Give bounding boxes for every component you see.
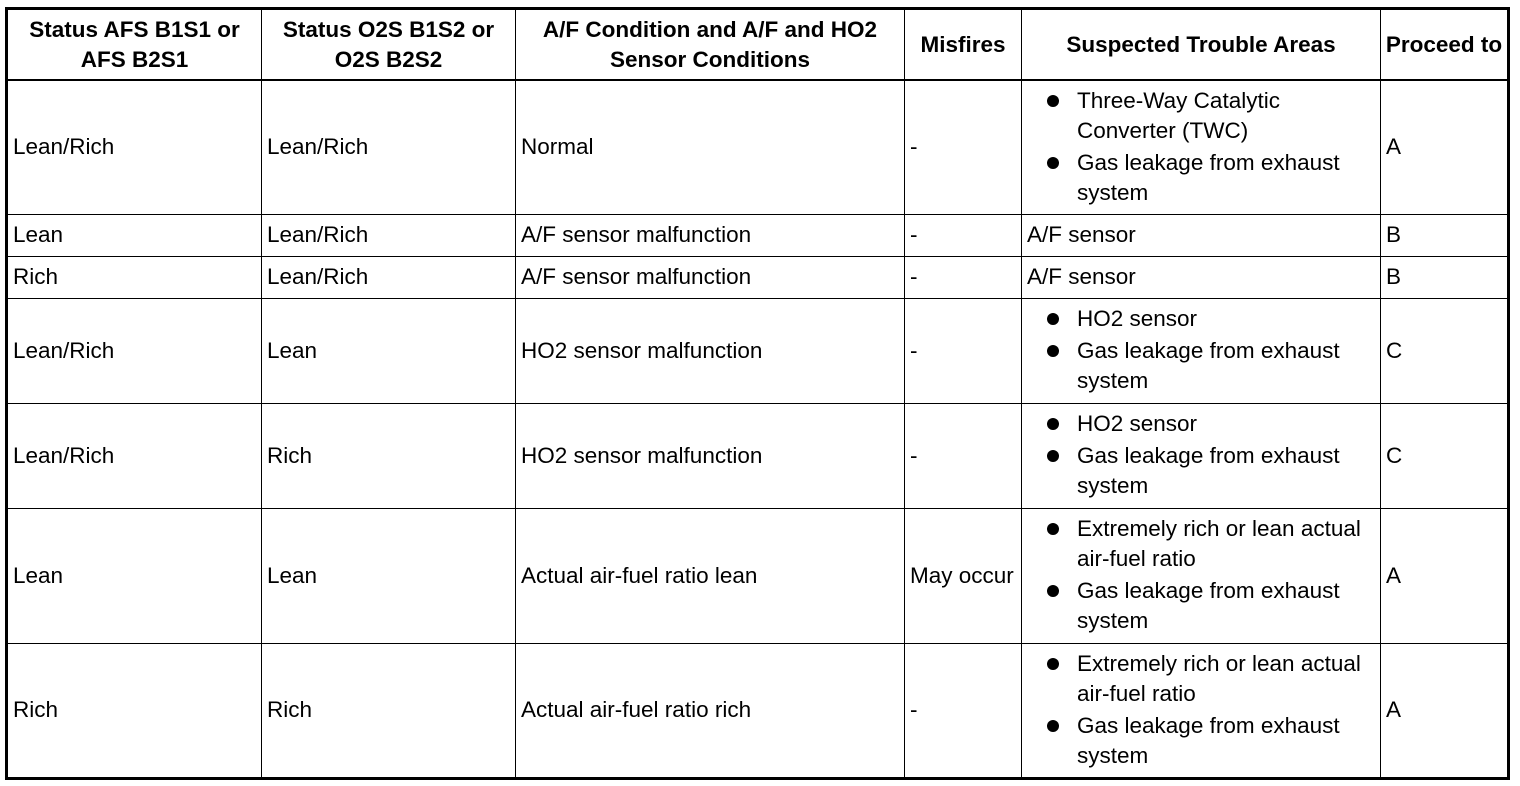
bullet-icon [1047, 658, 1059, 670]
trouble-area-text: HO2 sensor [1077, 306, 1198, 331]
bullet-icon [1047, 345, 1059, 357]
trouble-area-text: Gas leakage from exhaust system [1077, 149, 1340, 205]
header-proceed-to: Proceed to [1381, 9, 1509, 81]
trouble-area-text: Gas leakage from exhaust system [1077, 712, 1340, 768]
afs-status-cell: Lean/Rich [7, 403, 262, 508]
trouble-areas-list [1027, 409, 1375, 501]
trouble-area-text: Extremely rich or lean actual air-fuel ratio [1077, 516, 1361, 571]
trouble-area-text: Three-Way Catalytic Converter (TWC) [1077, 87, 1280, 143]
table-row [7, 643, 1509, 778]
afs-status-cell: Rich [7, 256, 262, 298]
header-af-condition: A/F Condition and A/F and HO2 Sensor Conditions [516, 9, 905, 81]
bullet-icon [1047, 523, 1059, 535]
trouble-areas-list [1027, 86, 1375, 208]
table-row [7, 298, 1509, 403]
trouble-area-text: HO2 sensor [1077, 411, 1198, 436]
table-row [7, 214, 1509, 256]
bullet-icon [1047, 418, 1059, 430]
afs-status-cell: Lean [7, 214, 262, 256]
trouble-areas-cell [1022, 298, 1381, 403]
diagnostic-table-container [5, 7, 1510, 780]
o2s-status-cell: Lean/Rich [262, 256, 516, 298]
trouble-areas-cell: A/F sensor [1022, 214, 1381, 256]
proceed-to-cell: A [1381, 508, 1509, 643]
table-row [7, 80, 1509, 214]
condition-cell: A/F sensor malfunction [516, 214, 905, 256]
bullet-icon [1047, 450, 1059, 462]
trouble-area-item [1027, 576, 1375, 636]
proceed-to-cell: B [1381, 214, 1509, 256]
trouble-areas-cell [1022, 403, 1381, 508]
header-afs-status: Status AFS B1S1 or AFS B2S1 [7, 9, 262, 81]
trouble-area-item [1027, 304, 1375, 334]
trouble-area-item [1027, 441, 1375, 501]
trouble-area-item [1027, 336, 1375, 396]
afs-status-cell: Lean [7, 508, 262, 643]
afs-status-cell: Lean/Rich [7, 298, 262, 403]
trouble-area-text: Extremely rich or lean actual air-fuel ratio [1077, 650, 1361, 706]
proceed-to-cell: C [1381, 298, 1509, 403]
proceed-to-cell: A [1381, 643, 1509, 778]
condition-cell: Normal [516, 80, 905, 214]
o2s-status-cell: Lean/Rich [262, 80, 516, 214]
misfires-cell: May occur [905, 508, 1022, 643]
o2s-status-cell: Lean [262, 508, 516, 643]
o2s-status-cell: Rich [262, 403, 516, 508]
condition-cell: HO2 sensor malfunction [516, 298, 905, 403]
condition-cell: HO2 sensor malfunction [516, 403, 905, 508]
trouble-areas-list [1027, 304, 1375, 396]
o2s-status-cell: Rich [262, 643, 516, 778]
header-misfires: Misfires [905, 9, 1022, 81]
afs-status-cell: Rich [7, 643, 262, 778]
o2s-status-cell: Lean/Rich [262, 214, 516, 256]
trouble-areas-list [1027, 514, 1375, 636]
trouble-area-item [1027, 711, 1375, 771]
misfires-cell: - [905, 298, 1022, 403]
trouble-area-item [1027, 148, 1375, 208]
bullet-icon [1047, 313, 1059, 325]
bullet-icon [1047, 157, 1059, 169]
misfires-cell: - [905, 214, 1022, 256]
afs-status-cell: Lean/Rich [7, 80, 262, 214]
proceed-to-cell: C [1381, 403, 1509, 508]
table-row [7, 508, 1509, 643]
condition-cell: Actual air-fuel ratio lean [516, 508, 905, 643]
condition-cell: A/F sensor malfunction [516, 256, 905, 298]
trouble-area-text: Gas leakage from exhaust system [1077, 338, 1340, 393]
trouble-areas-cell [1022, 80, 1381, 214]
proceed-to-cell: B [1381, 256, 1509, 298]
trouble-areas-cell [1022, 508, 1381, 643]
table-row [7, 256, 1509, 298]
trouble-area-item [1027, 514, 1375, 574]
condition-cell: Actual air-fuel ratio rich [516, 643, 905, 778]
header-o2s-status: Status O2S B1S2 or O2S B2S2 [262, 9, 516, 81]
trouble-area-text: Gas leakage from exhaust system [1077, 578, 1340, 633]
trouble-area-item [1027, 409, 1375, 439]
bullet-icon [1047, 585, 1059, 597]
trouble-areas-list [1027, 649, 1375, 771]
trouble-area-item [1027, 649, 1375, 709]
misfires-cell: - [905, 643, 1022, 778]
proceed-to-cell: A [1381, 80, 1509, 214]
bullet-icon [1047, 720, 1059, 732]
bullet-icon [1047, 95, 1059, 107]
diagnostic-table [5, 7, 1510, 780]
trouble-area-item [1027, 86, 1375, 146]
trouble-area-text: Gas leakage from exhaust system [1077, 443, 1340, 498]
trouble-areas-cell [1022, 643, 1381, 778]
header-row [7, 9, 1509, 81]
misfires-cell: - [905, 80, 1022, 214]
table-row [7, 403, 1509, 508]
misfires-cell: - [905, 403, 1022, 508]
trouble-areas-cell: A/F sensor [1022, 256, 1381, 298]
o2s-status-cell: Lean [262, 298, 516, 403]
misfires-cell: - [905, 256, 1022, 298]
header-trouble-areas: Suspected Trouble Areas [1022, 9, 1381, 81]
